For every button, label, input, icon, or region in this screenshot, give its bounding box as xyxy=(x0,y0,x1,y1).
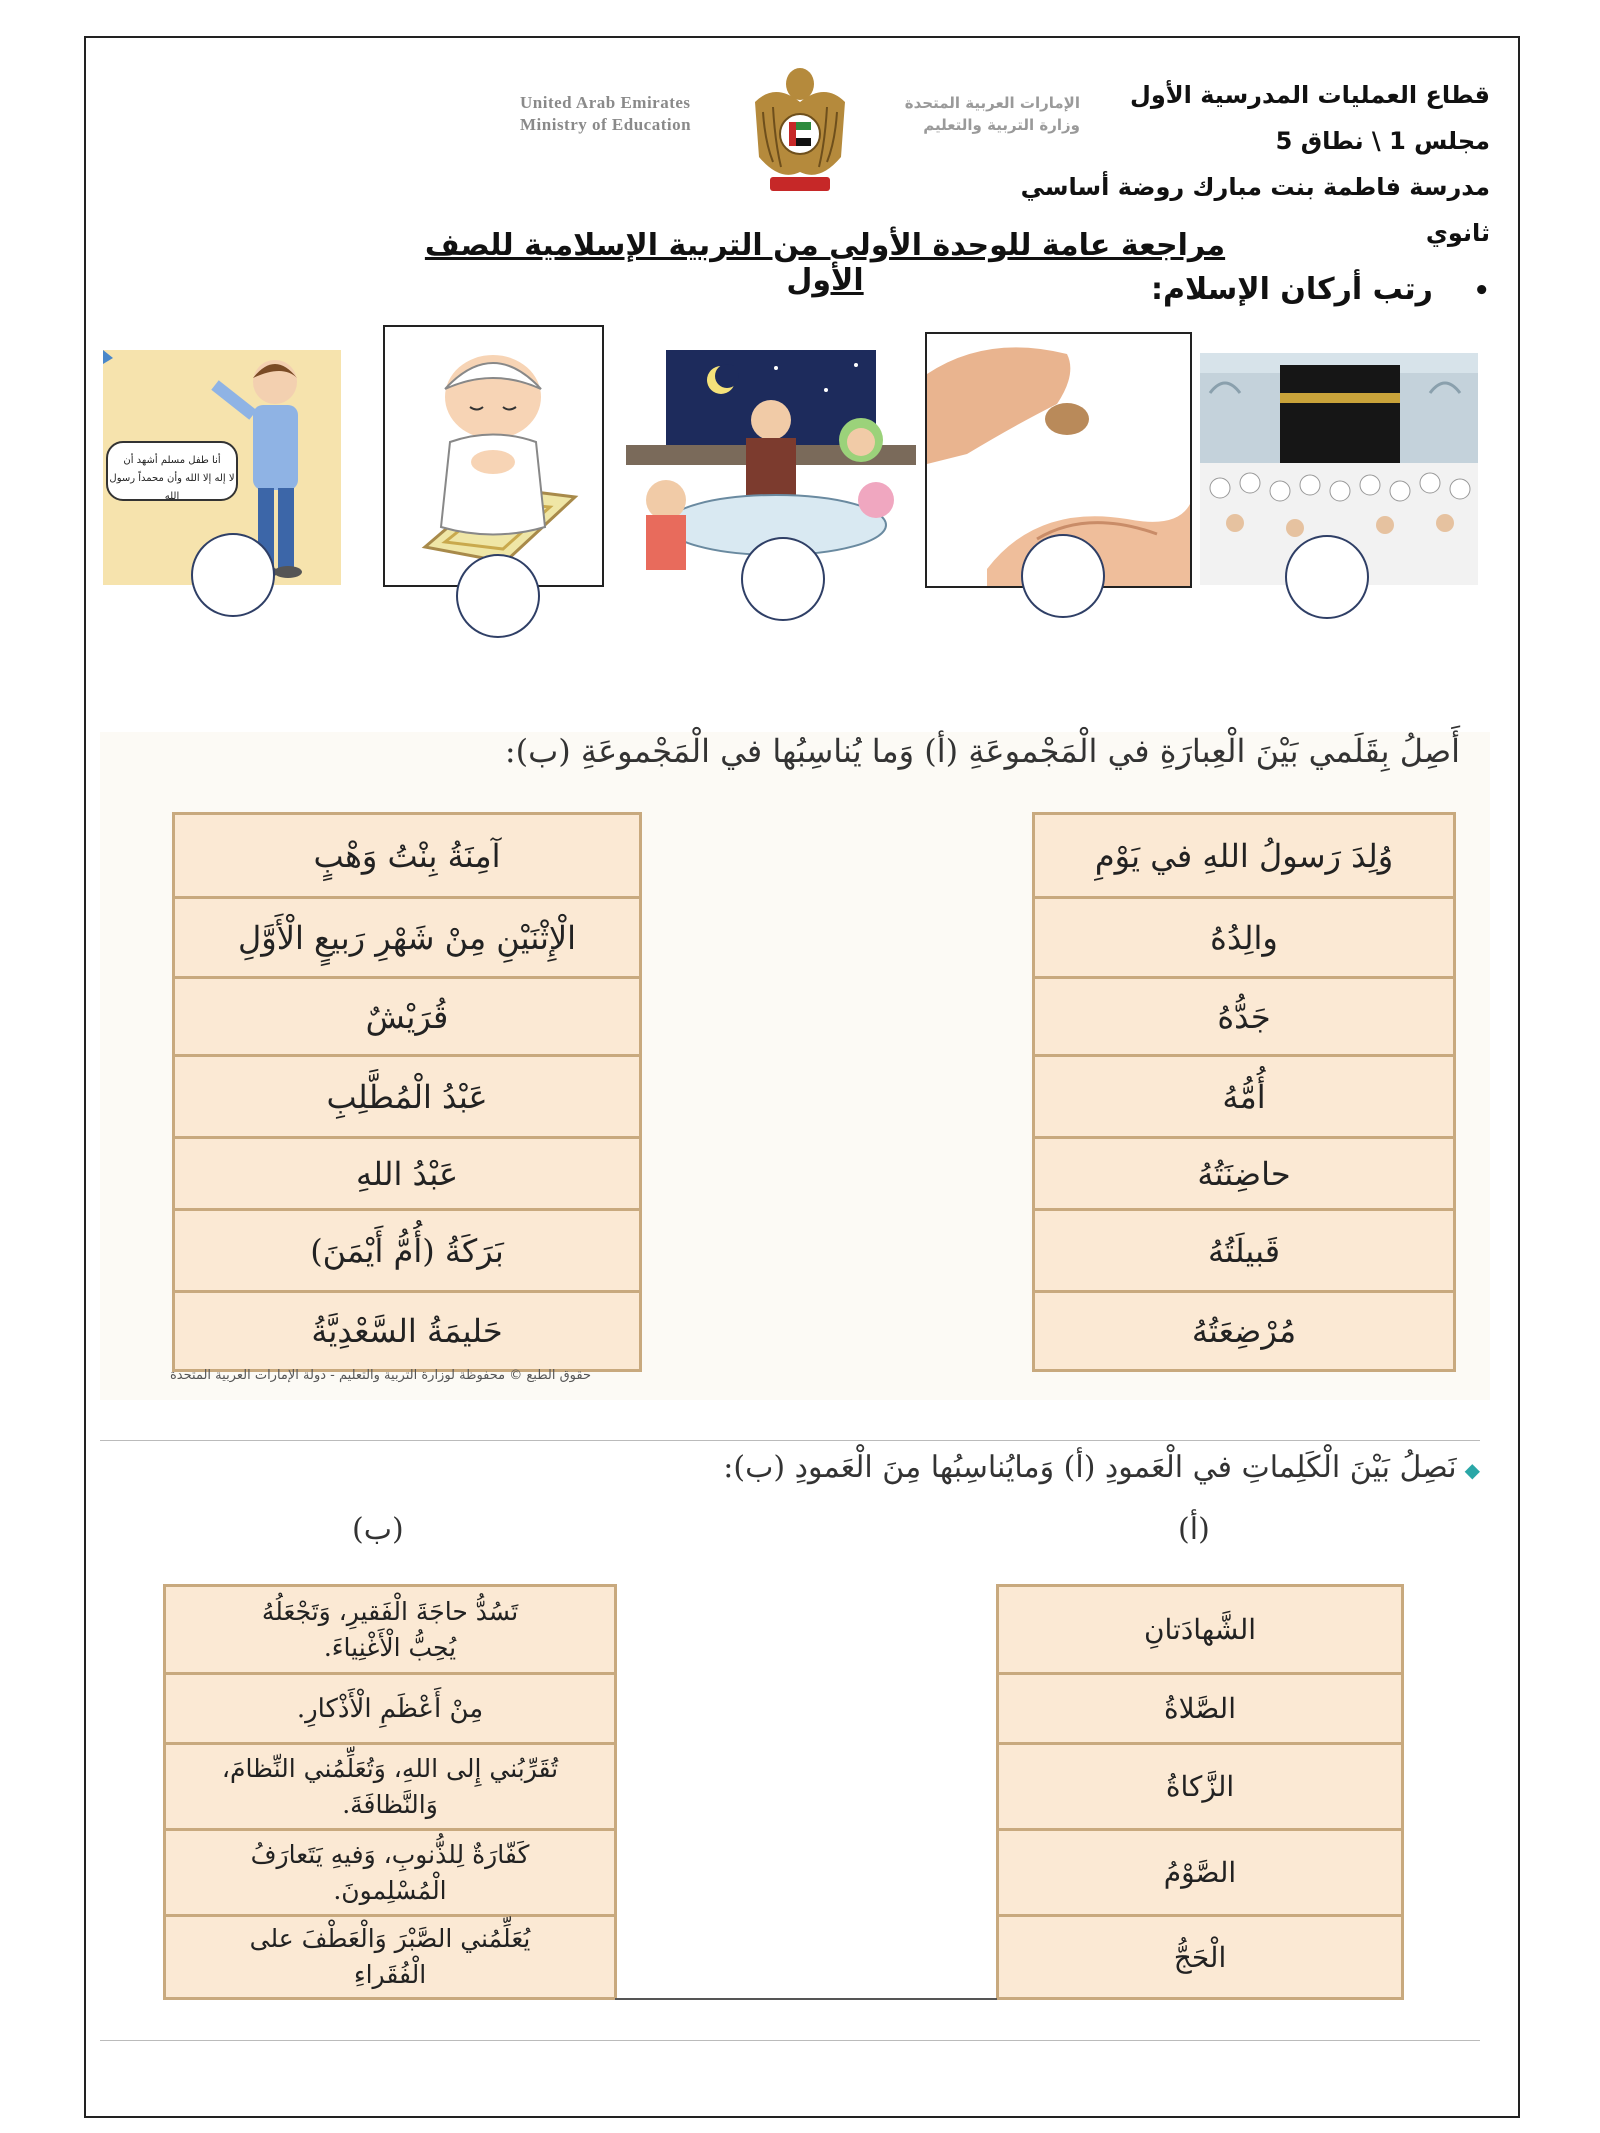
group-a-item[interactable]: حاضِنَتُهُ xyxy=(1035,1139,1453,1211)
praying-child-icon xyxy=(385,327,602,585)
copyright-note: حقوق الطبع © محفوظة لوزارة التربية والتعليم - دولة الإمارات العربية المتحدة xyxy=(170,1368,592,1383)
answer-circle-2[interactable] xyxy=(456,554,540,638)
group-b-item[interactable]: قُرَيْشٌ xyxy=(175,979,639,1057)
group-a-item[interactable]: أُمُّهُ xyxy=(1035,1057,1453,1139)
group-a-item[interactable]: وُلِدَ رَسولُ اللهِ في يَوْمِ xyxy=(1035,815,1453,899)
column-a-item[interactable]: الزَّكاةُ xyxy=(999,1745,1401,1831)
column-b-item[interactable]: مِنْ أَعْظَمِ الْأَذْكارِ. xyxy=(166,1675,614,1745)
group-b-table xyxy=(172,812,642,1372)
sector-label: قطاع العمليات المدرسية الأول xyxy=(1130,81,1490,109)
column-a-table xyxy=(996,1584,1404,2000)
council-label: مجلس 1 \ نطاق 5 xyxy=(1275,127,1490,155)
group-b-item[interactable]: بَرَكَةُ (أُمُّ أَيْمَنَ) xyxy=(175,1211,639,1293)
worksheet-title: مراجعة عامة للوحدة الأولى من التربية الإسلامية للصف الأول xyxy=(424,228,1226,298)
ministry-logo xyxy=(520,62,1080,197)
group-b-item[interactable]: عَبْدُ اللهِ xyxy=(175,1139,639,1211)
connector-baseline xyxy=(615,1998,997,2000)
column-b-table xyxy=(163,1584,617,2000)
matching-section-1 xyxy=(100,732,1490,1400)
question-2-text: أَصِلُ بِقَلَمي بَيْنَ الْعِبارَةِ في الْمَجْموعَةِ (أ) وَما يُناسِبُها في الْمَجْموعَةِ (ب): xyxy=(504,732,1460,770)
group-b-item[interactable]: عَبْدُ الْمُطَّلِبِ xyxy=(175,1057,639,1139)
column-a-item[interactable]: الْحَجُّ xyxy=(1173,1940,1227,1974)
column-b-item[interactable]: تَسُدُّ حاجَةَ الْفَقيرِ، وَتَجْعَلُهُ يُحِبُّ الْأَغْنِياءَ. xyxy=(166,1587,614,1675)
answer-circle-1[interactable] xyxy=(191,533,275,617)
question-1 xyxy=(1151,272,1490,307)
column-b-item[interactable]: يُعَلِّمُني الصَّبْرَ وَالْعَطْفَ على الْفُقَراءِ xyxy=(249,1924,531,1989)
school-label: مدرسة فاطمة بنت مبارك روضة أساسي ثانوي xyxy=(1020,173,1490,247)
diamond-bullet-icon: ◆ xyxy=(1464,1458,1480,1482)
group-b-item[interactable]: الْإِثْنَيْنِ مِنْ شَهْرِ رَبيعٍ الْأَوَّلِ xyxy=(175,899,639,979)
column-a-label: (أ) xyxy=(1178,1512,1210,1547)
column-a-item[interactable]: الصَّوْمُ xyxy=(999,1831,1401,1917)
column-b-item[interactable]: كَفّارَةٌ لِلذُّنوبِ، وَفيهِ يَتَعارَفُ الْمُسْلِمونَ. xyxy=(166,1831,614,1917)
column-b-label: (ب) xyxy=(352,1512,404,1547)
answer-circle-5[interactable] xyxy=(1285,535,1369,619)
ministry-english: United Arab Emirates Ministry of Education xyxy=(520,93,692,134)
bullet: • xyxy=(1473,276,1490,306)
column-a-item[interactable]: الصَّلاةُ xyxy=(999,1675,1401,1745)
question-1-text: رتب أركان الإسلام: xyxy=(1150,272,1433,307)
question-3 xyxy=(723,1450,1480,1485)
speech-bubble: أنا طفل مسلم أشهد أن لا إله إلا الله وأن محمداً رسول الله xyxy=(109,455,235,502)
answer-circle-3[interactable] xyxy=(741,537,825,621)
group-a-table xyxy=(1032,812,1456,1372)
group-a-item[interactable]: قَبيلَتُهُ xyxy=(1035,1211,1453,1293)
uae-emblem-icon xyxy=(745,62,855,197)
answer-circle-4[interactable] xyxy=(1021,534,1105,618)
group-b-item[interactable]: آمِنَةُ بِنْتُ وَهْبٍ xyxy=(175,815,639,899)
picture-prayer-child xyxy=(383,325,604,587)
ministry-arabic: الإمارات العربية المتحدة وزارة التربية والتعليم xyxy=(904,94,1080,134)
group-a-item[interactable]: مُرْضِعَتُهُ xyxy=(1191,1312,1297,1350)
group-a-item[interactable]: جَدُّهُ xyxy=(1035,979,1453,1057)
question-3-text: نَصِلُ بَيْنَ الْكَلِماتِ في الْعَمودِ (أ) وَمايُناسِبُها مِنَ الْعَمودِ (ب): xyxy=(723,1450,1457,1485)
group-a-item[interactable]: والِدُهُ xyxy=(1035,899,1453,979)
group-b-item[interactable]: حَليمَةُ السَّعْدِيَّةُ xyxy=(311,1312,503,1350)
separator-top xyxy=(100,1440,1480,1441)
separator-bottom xyxy=(100,2040,1480,2041)
column-b-item[interactable]: تُقَرِّبُني إِلى اللهِ، وَتُعَلِّمُني النِّظامَ، وَالنَّظافَةَ. xyxy=(166,1745,614,1831)
column-a-item[interactable]: الشَّهادَتانِ xyxy=(999,1587,1401,1675)
